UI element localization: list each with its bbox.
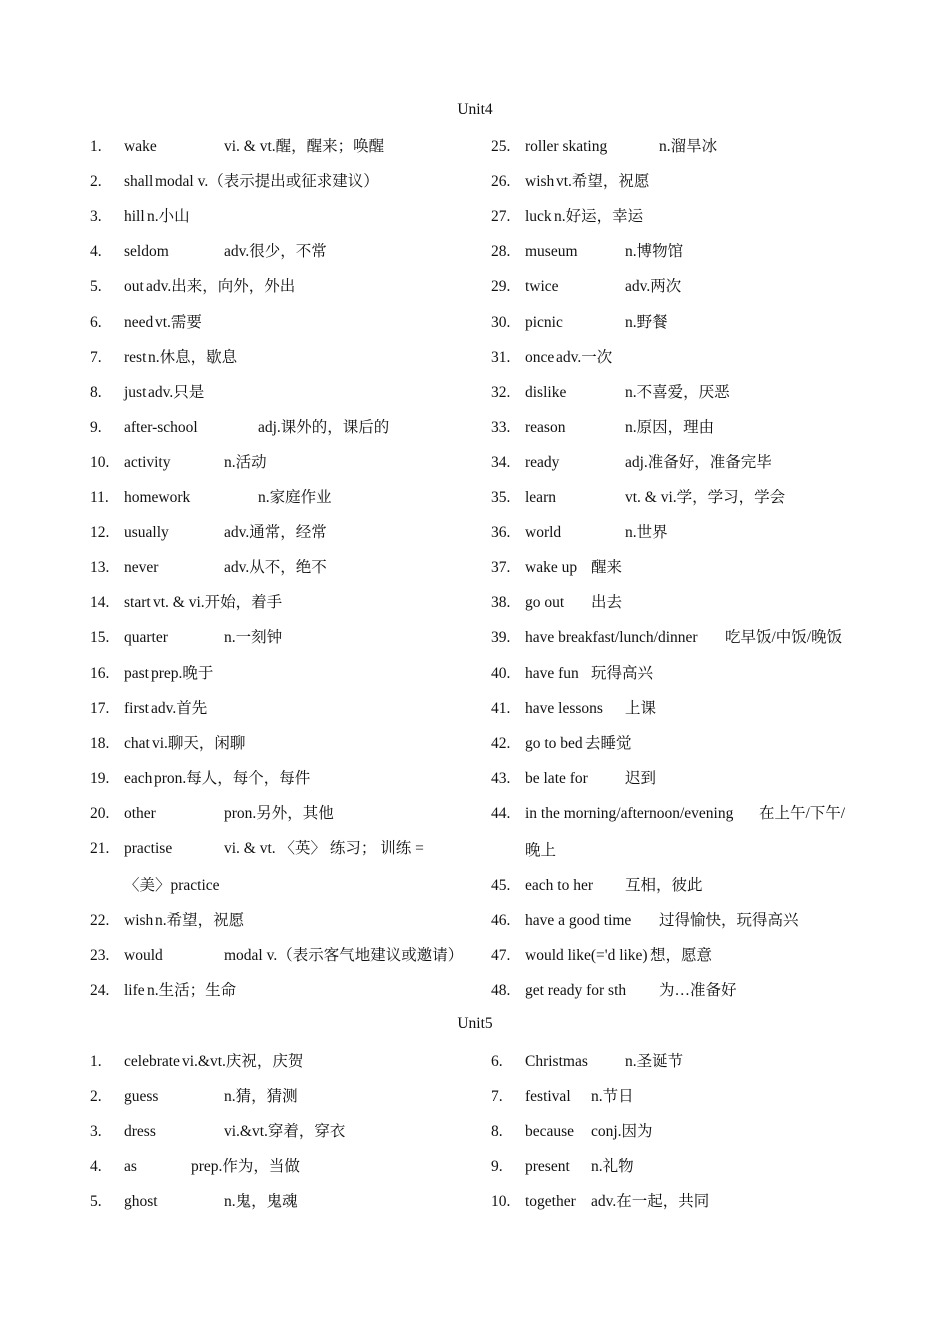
entry-meaning: vi. & vt. 〈英〉 练习； 训练 = bbox=[224, 840, 424, 857]
entry-number: 5. bbox=[90, 1193, 102, 1211]
entry-number: 25. bbox=[491, 138, 511, 155]
entry-word: activity bbox=[124, 453, 171, 471]
entry-word: learn bbox=[525, 489, 556, 506]
entry-meaning: pron.每人，每个，每件 bbox=[154, 769, 311, 787]
entry-number: 42. bbox=[491, 734, 511, 752]
entry-meaning: n.不喜爱，厌恶 bbox=[625, 383, 730, 401]
entry-meaning: prep.作为，当做 bbox=[191, 1158, 300, 1176]
entry-word: Christmas bbox=[525, 1053, 588, 1070]
entry-meaning: adv.很少，不常 bbox=[224, 243, 327, 261]
entry-word: life bbox=[124, 982, 145, 1000]
entry-meaning: adj.课外的，课后的 bbox=[258, 418, 390, 436]
entry-word: have fun bbox=[525, 664, 579, 682]
entry-meaning: pron.另外，其他 bbox=[224, 804, 334, 822]
entry-word: get ready for sth bbox=[525, 982, 627, 1000]
entry-number: 23. bbox=[90, 947, 110, 965]
entry-word: just bbox=[124, 383, 147, 401]
entry-meaning: 为…准备好 bbox=[659, 982, 737, 1000]
entry-meaning: n.家庭作业 bbox=[258, 489, 332, 506]
entry-number: 33. bbox=[491, 418, 511, 436]
entry-number: 43. bbox=[491, 769, 511, 787]
entry-meaning: 迟到 bbox=[625, 769, 657, 787]
entry-meaning-continued: 〈美〉practice bbox=[124, 877, 220, 895]
entry-meaning: adv.两次 bbox=[625, 278, 682, 296]
entry-meaning: n.礼物 bbox=[591, 1158, 634, 1176]
entry-number: 44. bbox=[491, 804, 511, 822]
entry-number: 27. bbox=[491, 208, 511, 226]
entry-number: 10. bbox=[90, 453, 110, 471]
entry-meaning: 玩得高兴 bbox=[591, 664, 654, 682]
entry-meaning: adv.出来，向外，外出 bbox=[146, 278, 296, 296]
entry-meaning: n.野餐 bbox=[625, 313, 668, 331]
entry-meaning: n.活动 bbox=[224, 453, 267, 471]
entry-meaning: vi. & vt.醒，醒来；唤醒 bbox=[224, 138, 385, 155]
entry-number: 46. bbox=[491, 912, 511, 930]
entry-word: other bbox=[124, 804, 156, 822]
entry-meaning: vi.&vt.穿着，穿衣 bbox=[224, 1123, 346, 1141]
entry-meaning: vi.聊天，闲聊 bbox=[152, 734, 246, 752]
entry-number: 21. bbox=[90, 840, 110, 857]
entry-number: 30. bbox=[491, 313, 511, 331]
entry-word: celebrate bbox=[124, 1053, 180, 1070]
entry-word: roller skating bbox=[525, 138, 608, 155]
entry-word: rest bbox=[124, 348, 147, 366]
entry-meaning: modal v.（表示提出或征求建议） bbox=[155, 173, 379, 191]
entry-word: out bbox=[124, 278, 144, 296]
entry-word: ready bbox=[525, 453, 560, 471]
entry-number: 11. bbox=[90, 489, 109, 506]
entry-word: would bbox=[124, 947, 163, 965]
entry-number: 29. bbox=[491, 278, 511, 296]
entry-number: 8. bbox=[90, 383, 102, 401]
entry-word: world bbox=[525, 524, 562, 542]
entry-meaning: 吃早饭/中饭/晚饭 bbox=[725, 629, 843, 647]
entry-number: 7. bbox=[491, 1088, 503, 1106]
entry-meaning: n.圣诞节 bbox=[625, 1053, 684, 1070]
entry-meaning: prep.晚于 bbox=[151, 664, 214, 682]
entry-number: 2. bbox=[90, 1088, 102, 1106]
entry-meaning: vt.希望，祝愿 bbox=[556, 173, 650, 191]
entry-meaning: adv.在一起，共同 bbox=[591, 1193, 710, 1211]
entry-number: 36. bbox=[491, 524, 511, 542]
entry-meaning: 过得愉快，玩得高兴 bbox=[659, 912, 799, 930]
entry-word: first bbox=[124, 699, 149, 717]
entry-meaning: adv.只是 bbox=[148, 383, 205, 401]
entry-word: each bbox=[124, 769, 153, 787]
entry-word: together bbox=[525, 1193, 576, 1211]
entry-word: wish bbox=[525, 173, 555, 191]
entry-word: each to her bbox=[525, 877, 593, 895]
entry-meaning: n.希望，祝愿 bbox=[155, 912, 245, 930]
entry-word: dislike bbox=[525, 383, 567, 401]
entry-word: luck bbox=[525, 208, 552, 226]
entry-meaning: n.一刻钟 bbox=[224, 629, 283, 647]
entry-meaning: n.博物馆 bbox=[625, 243, 684, 261]
entry-word: wake up bbox=[525, 559, 578, 577]
entry-word: ghost bbox=[124, 1193, 158, 1211]
entry-word: guess bbox=[124, 1088, 159, 1106]
entry-number: 19. bbox=[90, 769, 110, 787]
entry-number: 39. bbox=[491, 629, 511, 647]
entry-word: reason bbox=[525, 418, 566, 436]
entry-word: go out bbox=[525, 594, 565, 612]
entry-number: 41. bbox=[491, 699, 511, 717]
entry-meaning: n.原因，理由 bbox=[625, 418, 715, 436]
entry-meaning: n.猜，猜测 bbox=[224, 1088, 298, 1106]
entry-number: 40. bbox=[491, 664, 511, 682]
entry-number: 1. bbox=[90, 1053, 102, 1070]
entry-word: be late for bbox=[525, 769, 588, 787]
entry-word: dress bbox=[124, 1123, 156, 1141]
entry-number: 12. bbox=[90, 524, 110, 542]
entry-number: 34. bbox=[491, 453, 511, 471]
entry-meaning: n.溜旱冰 bbox=[659, 138, 718, 155]
entry-word: picnic bbox=[525, 313, 563, 331]
entry-meaning: 上课 bbox=[625, 699, 657, 717]
entry-word: museum bbox=[525, 243, 578, 261]
entry-number: 6. bbox=[491, 1053, 503, 1070]
entry-word: twice bbox=[525, 278, 559, 296]
entry-meaning: n.世界 bbox=[625, 524, 668, 542]
entry-word: shall bbox=[124, 173, 154, 191]
entry-number: 45. bbox=[491, 877, 511, 895]
entry-word: never bbox=[124, 559, 159, 577]
entry-word: seldom bbox=[124, 243, 169, 261]
entry-meaning: adv.通常，经常 bbox=[224, 524, 327, 542]
entry-word: practise bbox=[124, 840, 173, 857]
entry-word: wake bbox=[124, 138, 157, 155]
entry-number: 28. bbox=[491, 243, 511, 261]
entry-word: once bbox=[525, 348, 555, 366]
entry-number: 31. bbox=[491, 348, 511, 366]
entry-meaning: vt. & vi.学，学习，学会 bbox=[625, 489, 786, 506]
entry-word: have lessons bbox=[525, 699, 603, 717]
entry-meaning: conj.因为 bbox=[591, 1123, 653, 1141]
entry-word: go to bed bbox=[525, 734, 583, 752]
entry-meaning: n.好运，幸运 bbox=[554, 208, 644, 226]
entry-number: 16. bbox=[90, 664, 110, 682]
entry-meaning: 想，愿意 bbox=[650, 947, 713, 965]
entry-meaning: 在上午/下午/ bbox=[759, 804, 846, 822]
entry-number: 26. bbox=[491, 173, 511, 191]
entry-number: 7. bbox=[90, 348, 102, 366]
entry-word: have a good time bbox=[525, 912, 632, 930]
entry-number: 1. bbox=[90, 138, 102, 155]
entry-number: 37. bbox=[491, 559, 511, 577]
entry-number: 5. bbox=[90, 278, 102, 296]
entry-meaning: 出去 bbox=[591, 594, 623, 612]
entry-number: 18. bbox=[90, 734, 110, 752]
entry-word: festival bbox=[525, 1088, 571, 1106]
entry-meaning: n.生活；生命 bbox=[147, 982, 237, 1000]
entry-number: 9. bbox=[491, 1158, 503, 1176]
entry-number: 24. bbox=[90, 982, 110, 1000]
entry-word: past bbox=[124, 664, 149, 682]
entry-meaning: vt. & vi.开始，着手 bbox=[153, 594, 283, 612]
entry-meaning: adv.首先 bbox=[151, 699, 208, 717]
entry-meaning: vt.需要 bbox=[155, 313, 202, 331]
entry-word: usually bbox=[124, 524, 169, 542]
entry-meaning: 互相，彼此 bbox=[625, 877, 703, 895]
entry-meaning: n.小山 bbox=[147, 208, 190, 226]
entry-word: as bbox=[124, 1158, 137, 1176]
entry-number: 3. bbox=[90, 1123, 102, 1141]
entry-word: chat bbox=[124, 734, 150, 752]
entry-number: 14. bbox=[90, 594, 110, 612]
entry-word: would like(='d like) bbox=[525, 947, 648, 965]
entry-number: 32. bbox=[491, 383, 511, 401]
entry-meaning: adv.一次 bbox=[556, 348, 613, 366]
entry-meaning: adv.从不，绝不 bbox=[224, 559, 327, 577]
entry-meaning: adj.准备好，准备完毕 bbox=[625, 453, 772, 471]
entry-word: because bbox=[525, 1123, 575, 1141]
entry-word: in the morning/afternoon/evening bbox=[525, 804, 734, 822]
unit5-title: Unit5 bbox=[457, 1015, 493, 1032]
entry-meaning: 醒来 bbox=[591, 559, 623, 577]
entry-number: 22. bbox=[90, 912, 110, 930]
entry-word: present bbox=[525, 1158, 570, 1176]
entry-word: start bbox=[124, 594, 151, 612]
entry-meaning: modal v.（表示客气地建议或邀请） bbox=[224, 947, 464, 965]
unit4-title: Unit4 bbox=[457, 101, 493, 118]
entry-number: 48. bbox=[491, 982, 511, 1000]
entry-number: 10. bbox=[491, 1193, 511, 1211]
entry-number: 15. bbox=[90, 629, 110, 647]
entry-number: 38. bbox=[491, 594, 511, 612]
entry-number: 4. bbox=[90, 1158, 102, 1176]
entry-number: 47. bbox=[491, 947, 511, 965]
entry-number: 17. bbox=[90, 699, 110, 717]
entry-number: 35. bbox=[491, 489, 511, 506]
entry-meaning: n.节日 bbox=[591, 1088, 634, 1106]
entry-meaning: n.休息，歇息 bbox=[148, 348, 238, 366]
entry-number: 20. bbox=[90, 804, 110, 822]
entry-number: 9. bbox=[90, 418, 102, 436]
entry-word: wish bbox=[124, 912, 154, 930]
entry-number: 2. bbox=[90, 173, 102, 191]
entry-number: 3. bbox=[90, 208, 102, 226]
entry-word: have breakfast/lunch/dinner bbox=[525, 629, 698, 647]
entry-number: 13. bbox=[90, 559, 110, 577]
entry-meaning: n.鬼，鬼魂 bbox=[224, 1193, 298, 1211]
entry-meaning-continued: 晚上 bbox=[525, 842, 557, 859]
entry-word: hill bbox=[124, 208, 145, 226]
entry-word: homework bbox=[124, 489, 191, 506]
entry-word: need bbox=[124, 313, 154, 331]
entry-word: after-school bbox=[124, 418, 198, 436]
entry-word: quarter bbox=[124, 629, 168, 647]
entry-number: 4. bbox=[90, 243, 102, 261]
entry-meaning: 去睡觉 bbox=[585, 734, 632, 752]
entry-meaning: vi.&vt.庆祝，庆贺 bbox=[182, 1053, 304, 1070]
entry-number: 8. bbox=[491, 1123, 503, 1141]
entry-number: 6. bbox=[90, 313, 102, 331]
